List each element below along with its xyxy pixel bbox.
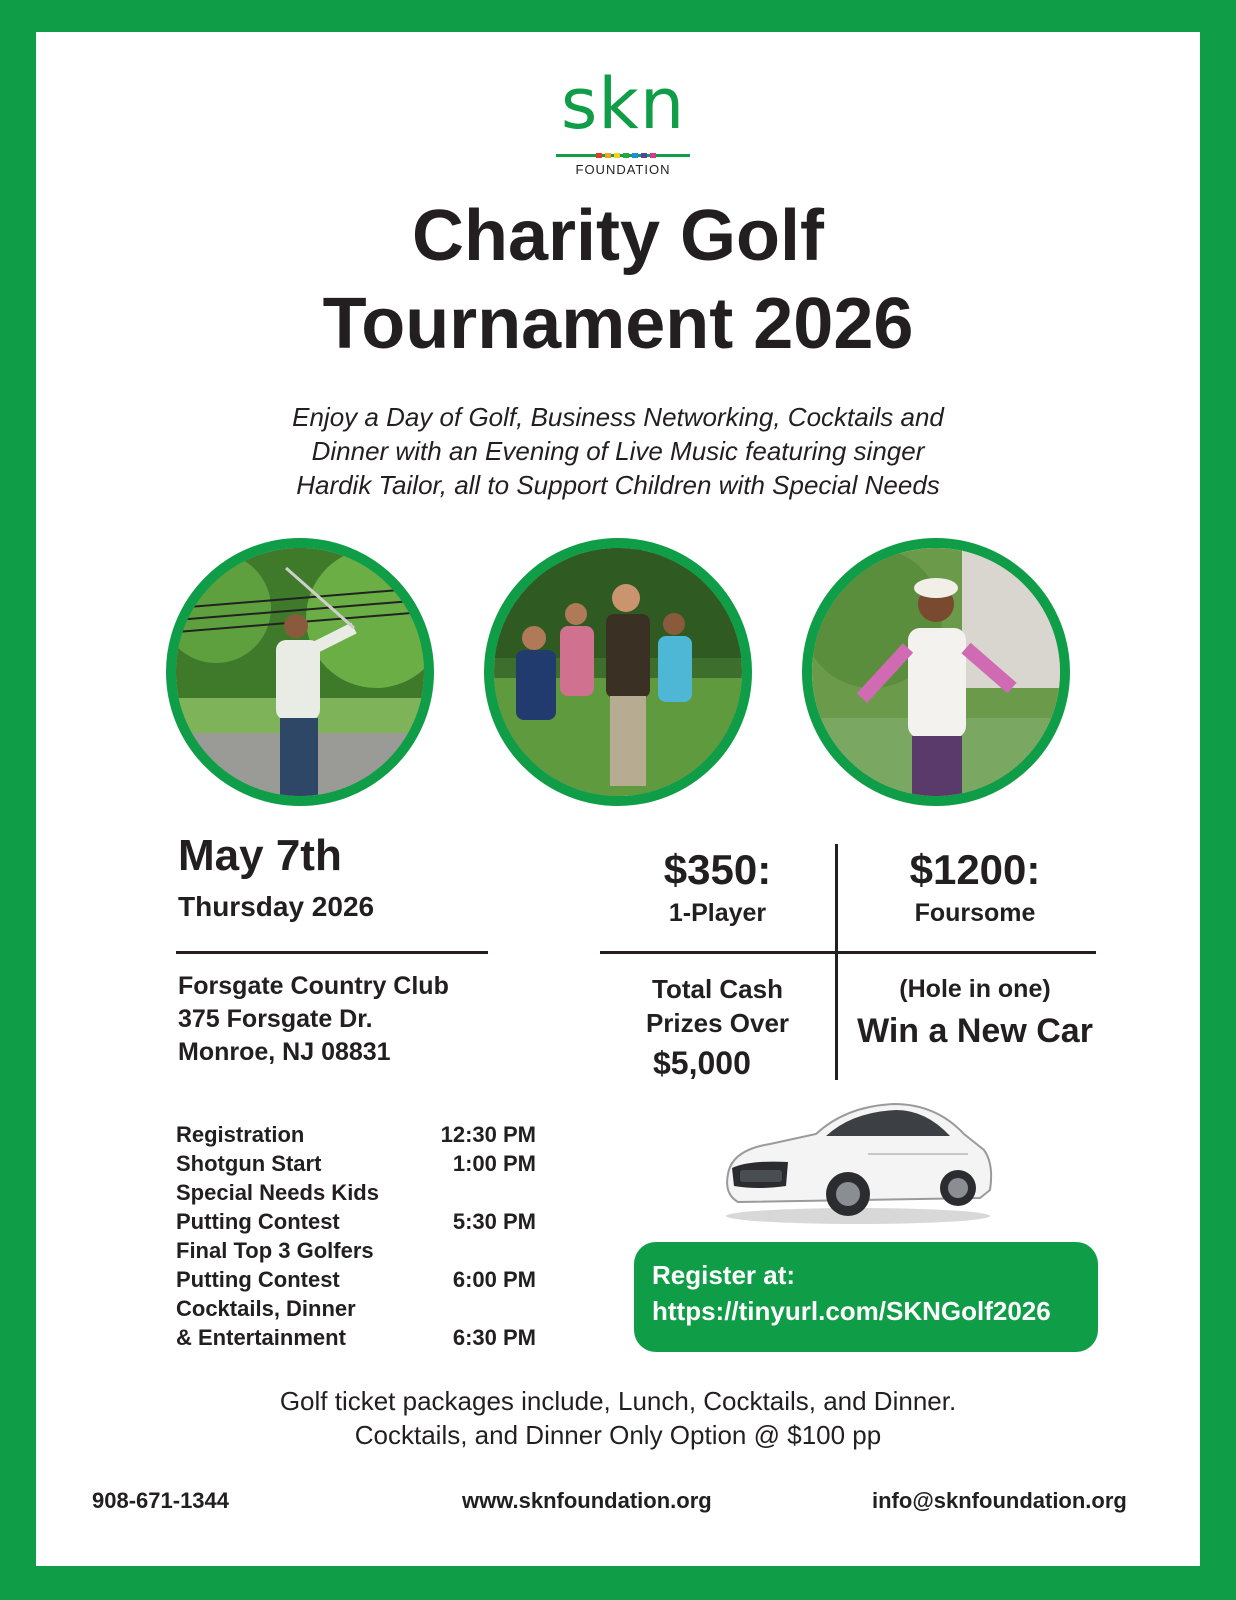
schedule-row	[176, 1178, 536, 1208]
title-line-2: Tournament 2026	[322, 284, 914, 364]
single-player-label: 1-Player	[668, 899, 767, 927]
pricing-vertical-divider	[835, 844, 838, 1080]
contact-website[interactable]: www.sknfoundation.org	[462, 1488, 712, 1513]
foursome-label: Foursome	[914, 899, 1036, 927]
package-line-1: Golf ticket packages include, Lunch, Cocktails, and Dinner.	[279, 1386, 957, 1416]
schedule-row	[176, 1265, 536, 1295]
schedule-time: 5:30 PM	[452, 1209, 536, 1234]
schedule-label: Registration	[176, 1122, 305, 1147]
golfer-swing-photo	[166, 538, 434, 806]
schedule-row	[176, 1149, 536, 1179]
hole-in-one-prize: Win a New Car	[857, 1012, 1093, 1050]
schedule-label: Putting Contest	[176, 1267, 340, 1292]
cash-prize-line-1: Total Cash	[652, 974, 783, 1004]
car-image	[718, 1094, 998, 1226]
schedule-time: 12:30 PM	[440, 1122, 536, 1147]
venue-address	[178, 970, 449, 1069]
venue-city: Monroe, NJ 08831	[178, 1038, 391, 1066]
pricing-horizontal-divider	[600, 951, 1096, 954]
schedule-label: Special Needs Kids	[176, 1180, 379, 1205]
package-line-2: Cocktails, and Dinner Only Option @ $100 pp	[354, 1420, 882, 1450]
schedule-row	[176, 1323, 536, 1353]
register-link[interactable]: https://tinyurl.com/SKNGolf2026	[652, 1296, 1051, 1326]
contact-phone[interactable]: 908-671-1344	[92, 1488, 230, 1513]
schedule-time: 6:30 PM	[452, 1325, 536, 1350]
event-day-year: Thursday 2026	[178, 891, 375, 922]
tagline-line-2: Dinner with an Evening of Live Music featuring singer	[311, 436, 925, 466]
foursome-price: $1200:	[909, 846, 1041, 893]
group-putting-photo	[484, 538, 752, 806]
schedule-row	[176, 1120, 536, 1150]
schedule-label: Shotgun Start	[176, 1151, 322, 1176]
schedule-time: 6:00 PM	[452, 1267, 536, 1292]
title-line-1: Charity Golf	[411, 196, 825, 276]
schedule-label: Putting Contest	[176, 1209, 340, 1234]
schedule-label: Cocktails, Dinner	[176, 1296, 356, 1321]
contact-email[interactable]: info@sknfoundation.org	[872, 1488, 1127, 1513]
logo-color-dots	[596, 153, 656, 158]
tagline-line-1: Enjoy a Day of Golf, Business Networking, Cocktails and	[292, 402, 944, 432]
schedule-label: & Entertainment	[176, 1325, 346, 1350]
package-info	[140, 1384, 1096, 1452]
tagline	[180, 400, 1056, 502]
single-player-price: $350:	[663, 846, 772, 893]
schedule-time: 1:00 PM	[452, 1151, 536, 1176]
woman-golfer-photo	[802, 538, 1070, 806]
register-box[interactable]	[634, 1242, 1098, 1352]
event-date: May 7th	[178, 831, 342, 880]
venue-name: Forsgate Country Club	[178, 972, 449, 1000]
date-divider	[176, 951, 488, 954]
schedule-row	[176, 1207, 536, 1237]
venue-street: 375 Forsgate Dr.	[178, 1005, 373, 1033]
cash-prize-line-2: Prizes Over	[645, 1008, 790, 1038]
tagline-line-3: Hardik Tailor, all to Support Children with Special Needs	[296, 470, 940, 500]
logo-subtitle: FOUNDATION	[575, 162, 671, 177]
schedule-row	[176, 1294, 536, 1324]
register-label: Register at:	[652, 1260, 796, 1290]
hole-in-one-label: (Hole in one)	[899, 975, 1051, 1003]
cash-prize-amount: $5,000	[653, 1045, 751, 1081]
logo-wordmark: skn	[560, 63, 686, 145]
schedule-label: Final Top 3 Golfers	[176, 1238, 374, 1263]
schedule-row	[176, 1236, 536, 1266]
cash-prize-block	[610, 972, 825, 1040]
